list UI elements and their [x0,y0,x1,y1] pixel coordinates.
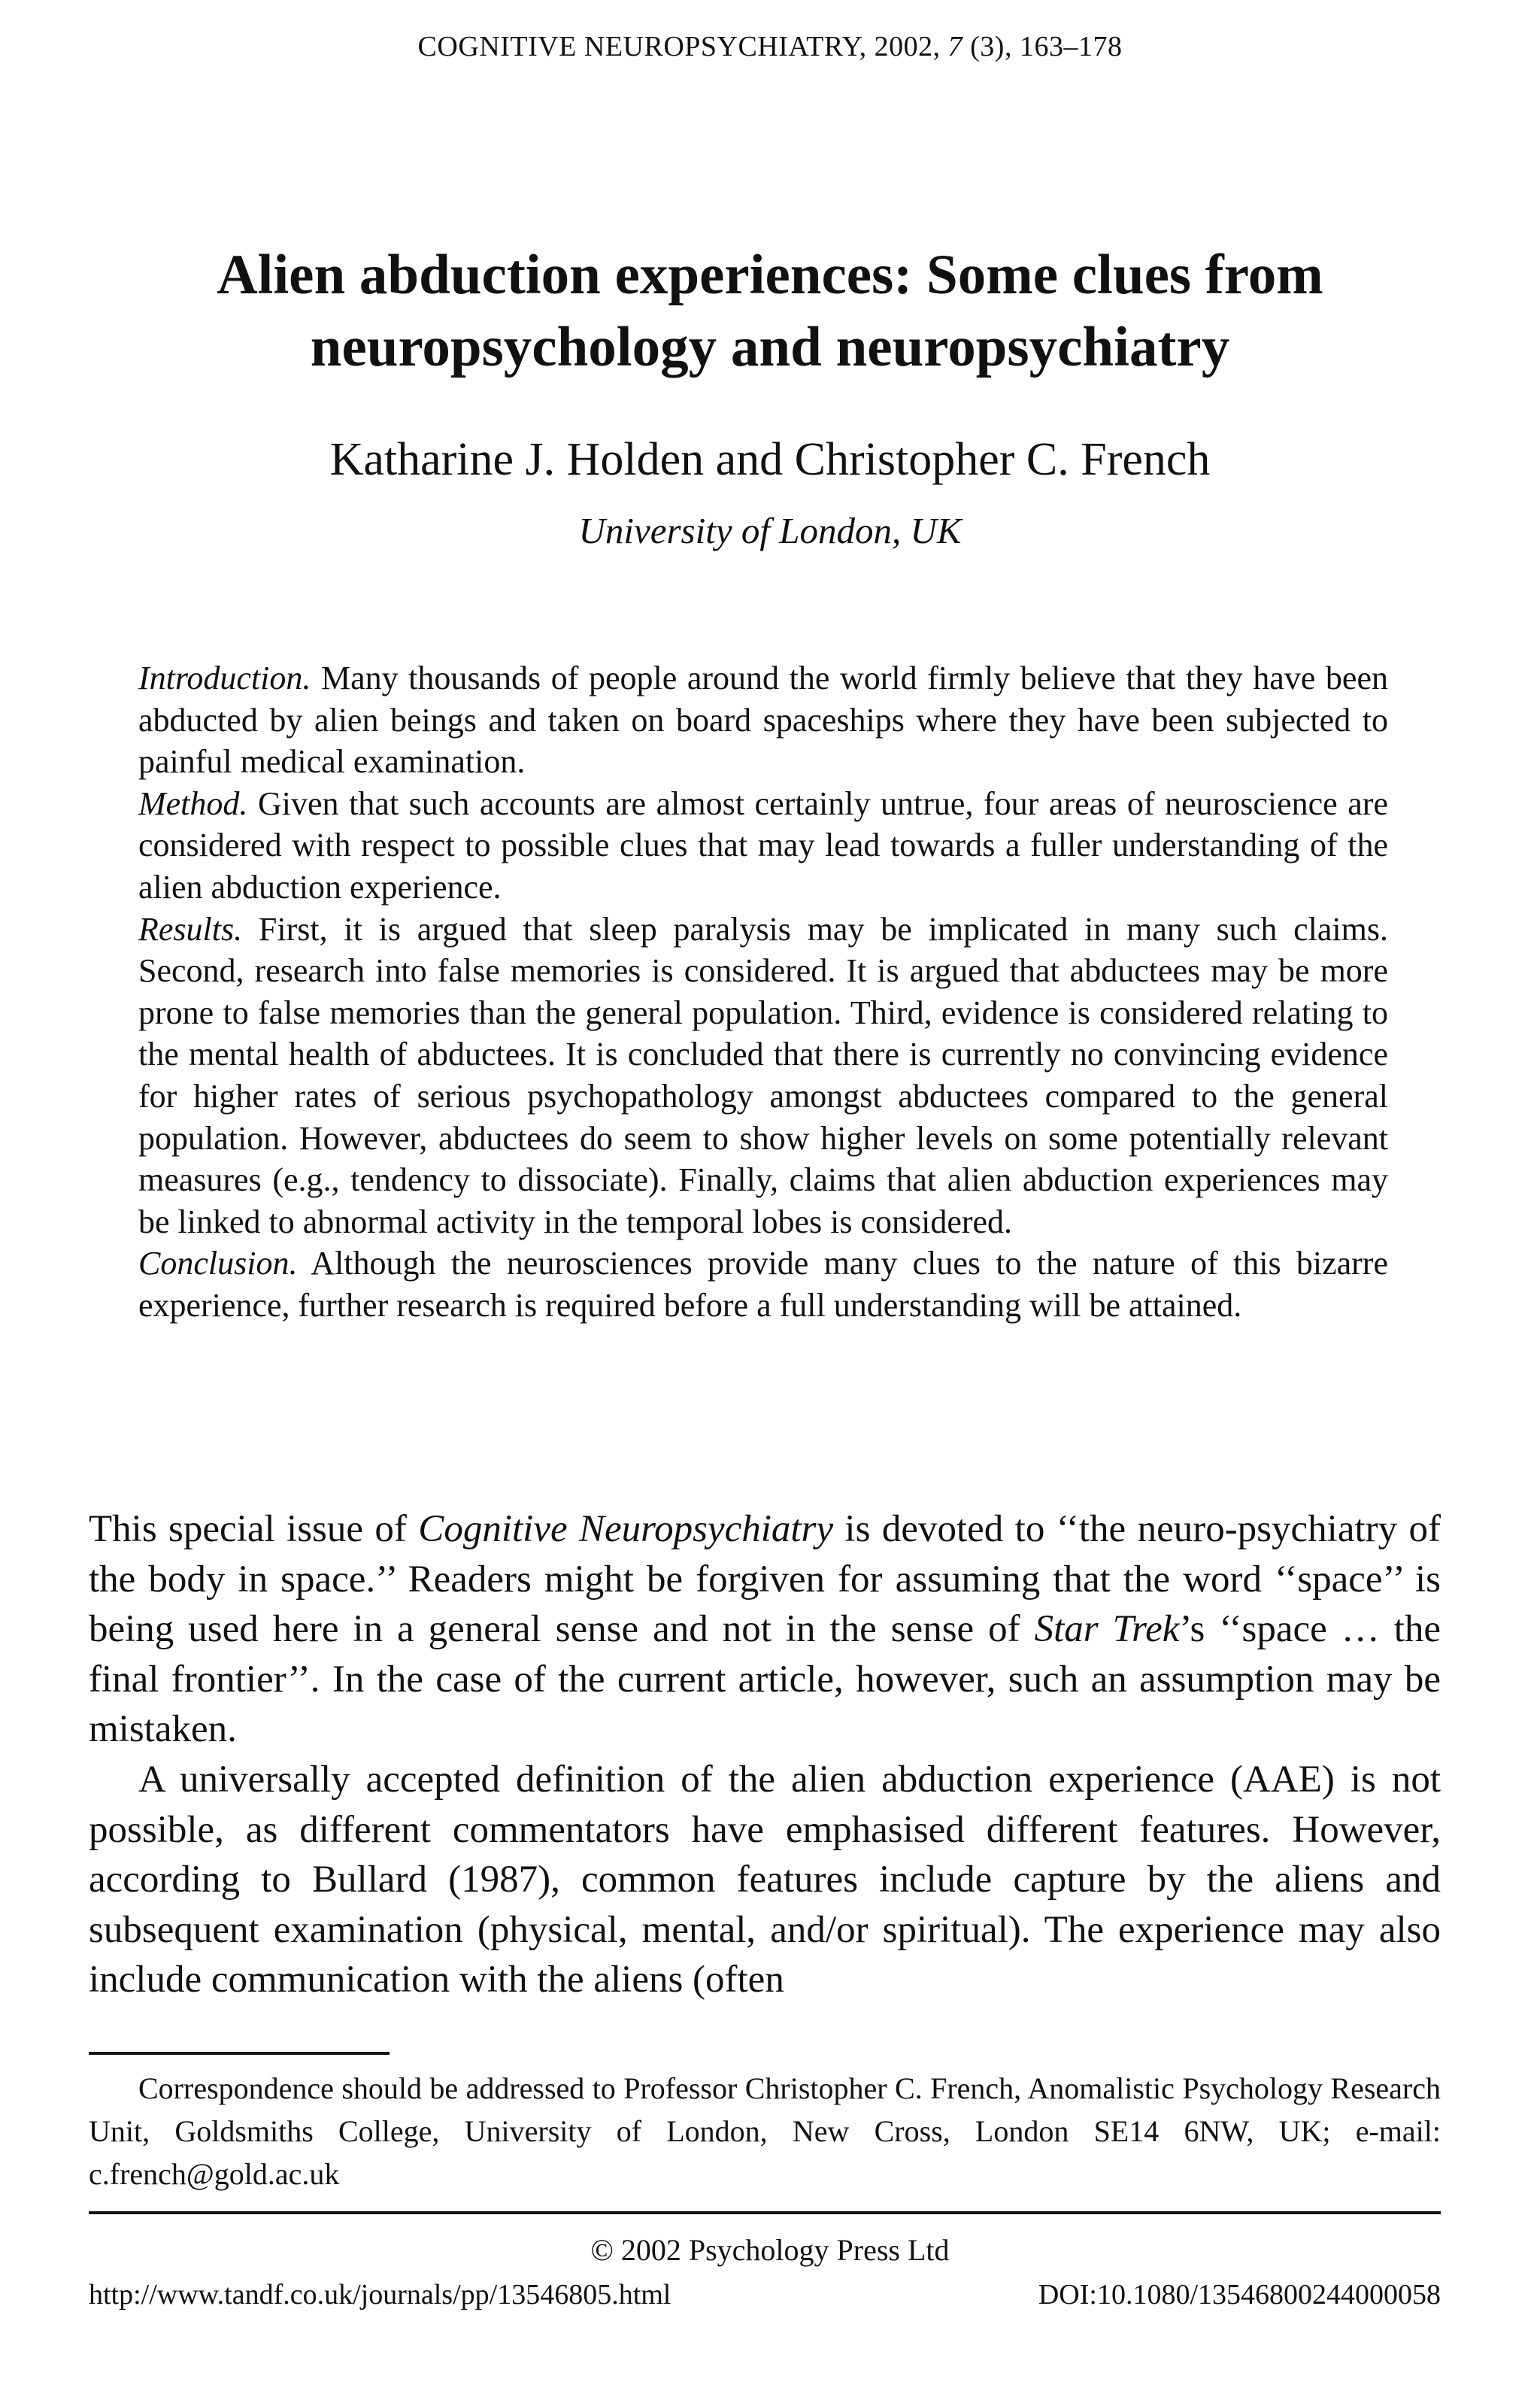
conclusion-label: Conclusion. [138,1245,298,1282]
abstract-method [138,783,1388,909]
footnote-text: Correspondence should be addressed to Professor Christopher C. French, Anomalistic Psychology Research Unit, Goldsmiths College, University of London, New Cross, London SE14 6NW, UK; e-mail: c.french@gold.ac.uk [89,2071,1441,2191]
abstract-results [138,909,1388,1243]
p1-text-c: ’s ‘‘space … the final frontier’’. In the case of the current article, however, such an assumption may be mistaken. [89,1608,1441,1751]
p1-text-a: This special issue of [89,1508,419,1550]
results-text: First, it is argued that sleep paralysis may be implicated in many such claims. Second, research into false memories is considered. It is argued that abductees may be more prone to false memories than the general population. Third, evidence is considered relating to the mental health of abductees. It is concluded that there is currently no convincing evidence for higher rates of serious psychopathology amongst abductees compared to the general population. However, abductees do seem to show higher levels on some potentially relevant measures (e.g., tendency to dissociate). Finally, claims that alien abduction experiences may be linked to abnormal activity in the temporal lobes is considered. [138,910,1388,1240]
journal-url[interactable]: http://www.tandf.co.uk/journals/pp/13546805.html [89,2279,671,2311]
conclusion-text: Although the neurosciences provide many clues to the nature of this bizarre experience, further research is required before a full understanding will be attained. [138,1245,1388,1324]
affiliation: University of London, UK [578,510,962,551]
method-label: Method. [138,784,248,822]
volume-number: 7 [947,31,963,62]
copyright-line [0,2232,1540,2268]
footer-rule [89,2211,1441,2214]
authors: Katharine J. Holden and Christopher C. French [329,434,1211,485]
body-text [89,1504,1441,2005]
body-paragraph-2: A universally accepted definition of the alien abduction experience (AAE) is not possible, as different commentators have emphasised different features. However, according to Bullard (1987), common features include capture by the aliens and subsequent examination (physical, mental, and/or spiritual). The experience may also include communication with the aliens (often [89,1758,1441,2001]
introduction-label: Introduction. [138,660,311,696]
correspondence-footnote [89,2067,1441,2195]
abstract-introduction [138,657,1388,783]
method-text: Given that such accounts are almost certainly untrue, four areas of neuroscience are considered with respect to possible clues that may lead towards a fuller understanding of the alien abduction experience. [138,784,1388,906]
abstract-conclusion [138,1243,1388,1326]
journal-citation: COGNITIVE NEUROPSYCHIATRY, 2002, [417,31,948,62]
running-header [0,30,1540,63]
issue-pages: (3), 163–178 [962,31,1123,62]
star-trek: Star Trek [1034,1608,1180,1651]
body-paragraph-1 [89,1504,1441,1755]
title-line-1: Alien abduction experiences: Some clues from [217,244,1323,306]
results-label: Results. [138,910,243,948]
introduction-text: Many thousands of people around the world firmly believe that they have been abducted by alien beings and taken on board spaceships where they have been subjected to painful medical examination. [138,660,1388,781]
article-title [105,239,1435,384]
journal-name: Cognitive Neuropsychiatry [418,1508,834,1550]
copyright-icon: © [590,2233,614,2267]
footnote-rule [89,2052,390,2055]
abstract [138,657,1388,1327]
doi: DOI:10.1080/13546800244000058 [1038,2279,1441,2311]
title-line-2: neuropsychology and neuropsychiatry [310,316,1230,378]
p1-text-b: is devoted to ‘‘the neuro-psychiatry of the body in space.’’ Readers might be forgiven for assuming that the word ‘‘space’’ is being used here in a general sense and not in the sense of [89,1508,1441,1651]
copyright-text: 2002 Psychology Press Ltd [613,2233,950,2267]
